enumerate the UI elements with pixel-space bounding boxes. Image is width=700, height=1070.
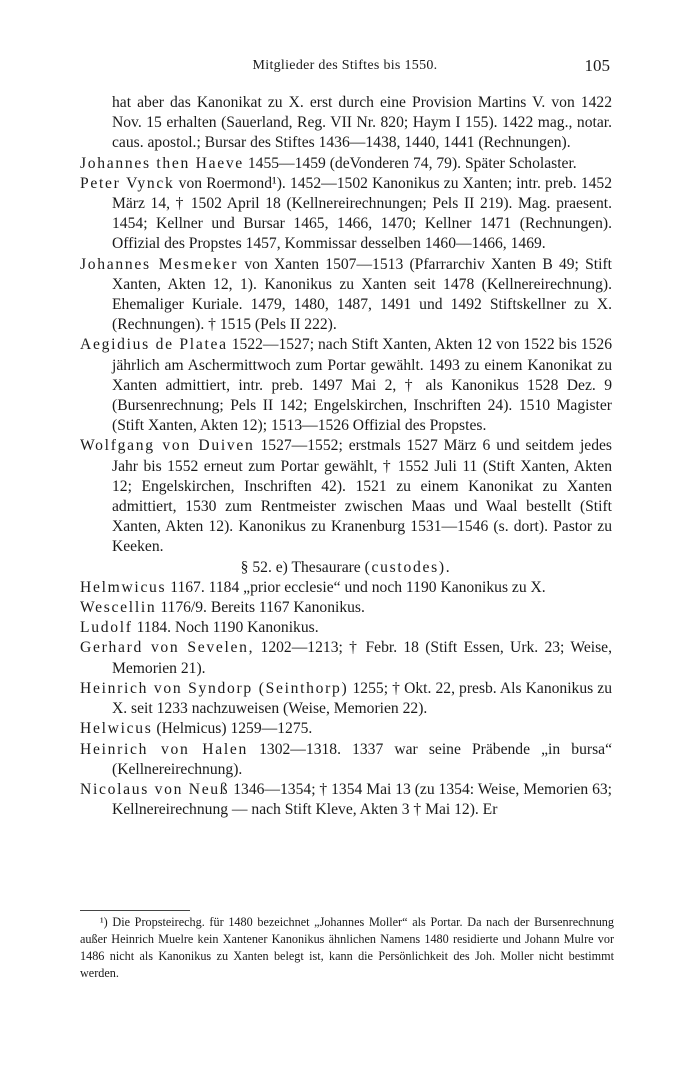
entry-aegidius-de-platea	[80, 335, 612, 436]
entry-name: Aegidius de Platea	[80, 336, 228, 354]
entry-text: 1527—1552; erstmals 1527 März 6 und seitdem jedes Jahr bis 1552 erneut zum Portar gewählt, † 1552 Juli 11 (Stift Xanten, Akten 12; Engelskirchen, Inschriften 42). 1521 zu einem Kanonikat zu Xanten admittiert, 1530 zum Rentmeister zwischen Maas und Waal bestellt (Stift Xanten, Akten 12). Kanonikus zu Kranenburg 1531—1546 (s. dort). Pastor zu Keeken.	[112, 437, 612, 556]
entry-name: Gerhard von Sevelen,	[80, 639, 255, 657]
entry-johannes-mesmeker	[80, 255, 612, 336]
entry-text: 1176/9. Bereits 1167 Kanonikus.	[160, 599, 365, 617]
entry-text: 1346—1354; † 1354 Mai 13 (zu 1354: Weise, Memorien 63; Kellnereirechnung — nach Stift Kleve, Akten 3 † Mai 12). Er	[112, 780, 612, 819]
entry-name: Johannes Mesmeker	[80, 255, 239, 273]
entry-wescellin	[80, 598, 612, 618]
entry-helwicus	[80, 719, 612, 739]
entry-helmwicus	[80, 578, 612, 598]
entry-text: hat aber das Kanonikat zu X. erst durch eine Provision Martins V. von 1422 Nov. 15 erhalten (Sauerland, Reg. VII Nr. 820; Haym I 155). 1422 mag., notar. caus. apostol.; Bursar des Stiftes 1436—1438, 1440, 1441 (Rechnungen).	[112, 94, 612, 152]
page-number: 105	[584, 56, 610, 75]
entry-text: 1255; † Okt. 22, presb. Als Kanonikus zu X. seit 1233 nachzuweisen (Weise, Memorien 22).	[112, 679, 612, 718]
footnotes	[80, 914, 614, 982]
entry-gerhard-von-sevelen	[80, 638, 612, 678]
entry-text: 1184. Noch 1190 Kanonikus.	[136, 619, 319, 637]
footnote-1: ¹) Die Propsteirechg. für 1480 bezeichnet „Johannes Moller“ als Portar. Da nach der Bursenrechnung außer Heinrich Muelre kein Xantener Kanonikus ähnlichen Namens 1480 residierte und Johann Mulre vor 1486 nicht als Kanonikus zu Xanten belegt ist, kann die Persönlichkeit des Joh. Moller nicht bestimmt werden.	[80, 915, 614, 980]
entry-text: (Helmicus) 1259—1275.	[156, 720, 313, 738]
section-heading-custodes: (custodes).	[364, 558, 452, 576]
entry-text: 1202—1213; † Febr. 18 (Stift Essen, Urk. 23; Weise, Memorien 21).	[112, 639, 612, 677]
entry-name: Ludolf	[80, 619, 133, 637]
entry-name: Heinrich von Syndorp (Seinthorp)	[80, 679, 349, 697]
entry-name: Nicolaus von Neuß	[80, 780, 230, 798]
entry-text: 1455—1459 (deVonderen 74, 79). Später Scholaster.	[247, 154, 577, 172]
entry-wolfgang-von-duiven	[80, 436, 612, 557]
entry-text: von Roermond¹). 1452—1502 Kanonikus zu Xanten; intr. preb. 1452 März 14, † 1502 April 18 (Kellnereirechnungen; Pels II 219). Mag. praesent. 1454; Kellner und Bursar 1465, 1466, 1470; Kellner 1471 (Rechnungen). Offizial des Propstes 1457, Kommissar desselben 1460—1466, 1469.	[112, 174, 613, 253]
entry-name: Johannes then Haeve	[80, 154, 244, 172]
footnote-divider	[80, 910, 190, 911]
entry-heinrich-von-syndorp	[80, 679, 612, 719]
entry-johannes-then-haeve	[80, 154, 612, 174]
entry-continuation	[80, 93, 612, 154]
entry-name: Helmwicus	[80, 578, 167, 596]
entry-name: Peter Vynck	[80, 174, 175, 192]
entry-text: 1167. 1184 „prior ecclesie“ und noch 1190 Kanonikus zu X.	[170, 578, 546, 596]
main-text	[80, 93, 612, 820]
entry-text: von Xanten 1507—1513 (Pfarrarchiv Xanten B 49; Stift Xanten, Akten 12, 1). Kanonikus zu Xanten seit 1478 (Kellnereirechnung). Ehemaliger Kuriale. 1479, 1480, 1487, 1491 und 1492 Stiftskellner zu X. (Rechnungen). † 1515 (Pels II 222).	[112, 255, 612, 334]
entry-text: 1302—1318. 1337 war seine Präbende „in bursa“ (Kellnereirechnung).	[112, 740, 612, 778]
entry-name: Wolfgang von Duiven	[80, 437, 255, 455]
section-heading	[80, 558, 612, 578]
entry-ludolf	[80, 618, 612, 638]
entry-text: 1522—1527; nach Stift Xanten, Akten 12 von 1522 bis 1526 jährlich am Aschermittwoch zum Portar gewählt. 1493 zu einem Kanonikat zu Xanten admittiert, intr. preb. 1497 Mai 2, † als Kanonikus 1528 Dez. 9 (Bursenrechnung; Pels II 142; Engelskirchen, Inschriften 24). 1510 Magister (Stift Xanten, Akten 12); 1513—1526 Offizial des Propstes.	[112, 336, 612, 435]
entry-heinrich-von-halen	[80, 740, 612, 780]
entry-peter-vynck	[80, 174, 612, 255]
entry-name: Heinrich von Halen	[80, 740, 248, 758]
section-heading-prefix: § 52. e) Thesaurare	[240, 558, 361, 576]
entry-nicolaus-von-neuss	[80, 780, 612, 820]
entry-name: Helwicus	[80, 720, 153, 738]
running-title: Mitglieder des Stiftes bis 1550.	[252, 58, 438, 73]
page-header	[80, 58, 610, 80]
entry-name: Wescellin	[80, 599, 157, 617]
